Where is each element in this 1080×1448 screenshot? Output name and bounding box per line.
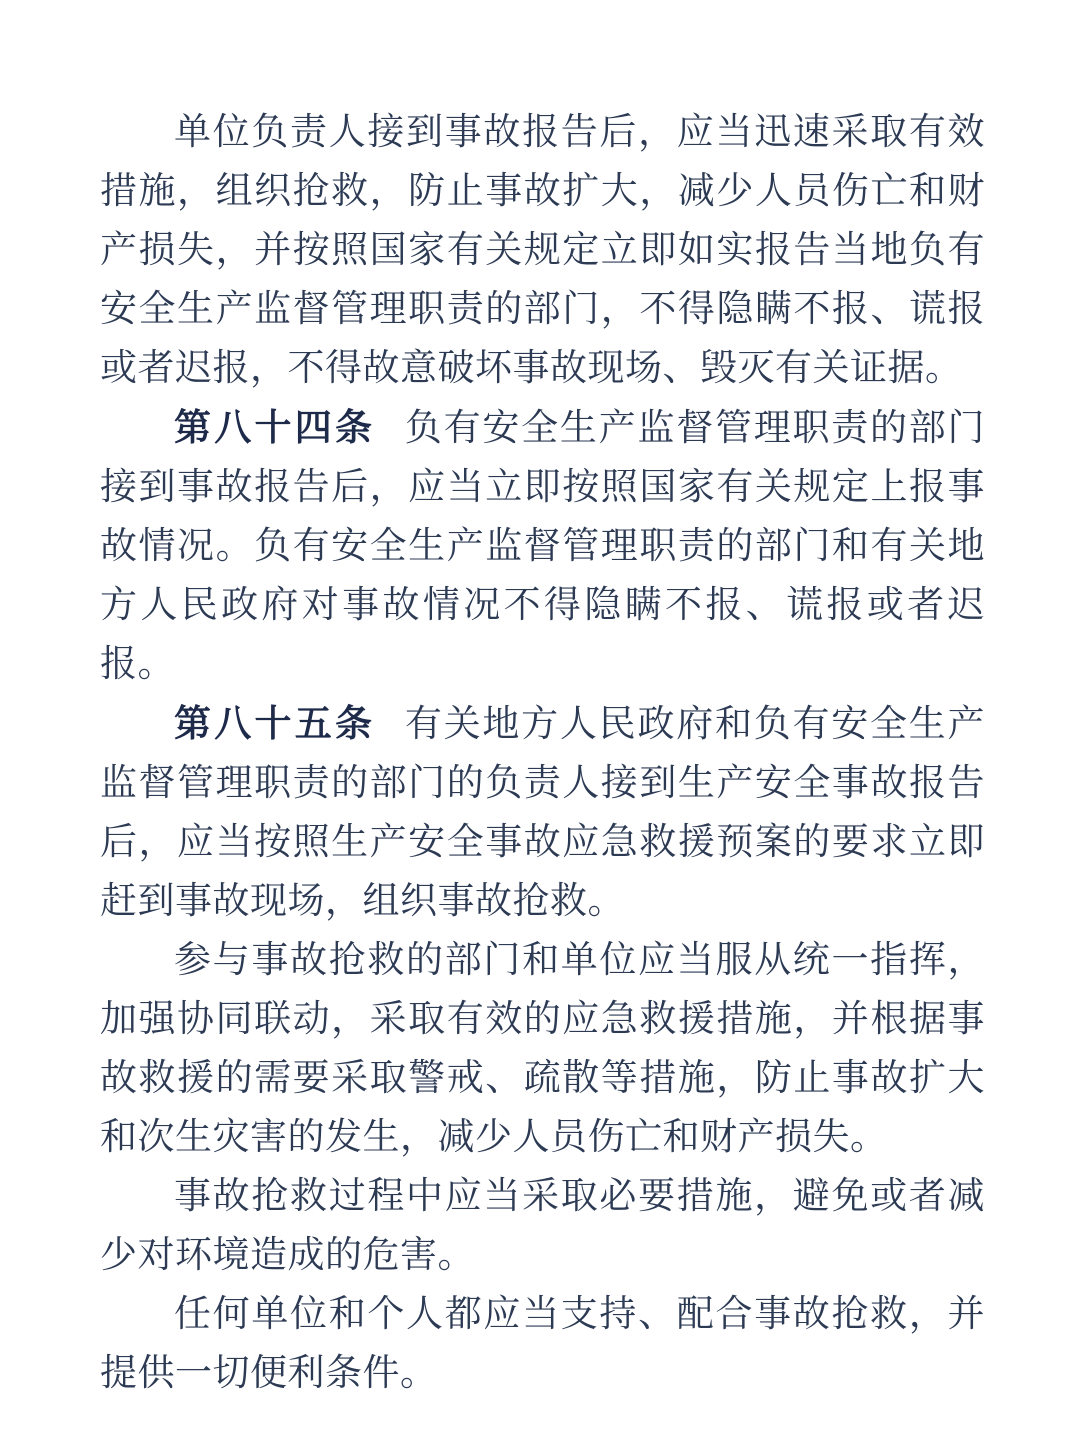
document-body [100, 103, 985, 1403]
paragraph-text: 负有安全生产监督管理职责的部门接到事故报告后，应当立即按照国家有关规定上报事故情况。负有安全生产监督管理职责的部门和有关地方人民政府对事故情况不得隐瞒不报、谎报或者迟报。 [100, 408, 986, 685]
paragraph [100, 931, 985, 1167]
paragraph [100, 398, 985, 694]
paragraph-text: 任何单位和个人都应当支持、配合事故抢救，并提供一切便利条件。 [100, 1294, 985, 1394]
paragraph-text: 单位负责人接到事故报告后，应当迅速采取有效措施，组织抢救，防止事故扩大，减少人员伤亡和财产损失，并按照国家有关规定立即如实报告当地负有安全生产监督管理职责的部门，不得隐瞒不报、谎报或者迟报，不得故意破坏事故现场、毁灭有关证据。 [100, 112, 985, 389]
article-number: 第八十四条 [174, 407, 376, 448]
paragraph-text: 有关地方人民政府和负有安全生产监督管理职责的部门的负责人接到生产安全事故报告后，应当按照生产安全事故应急救援预案的要求立即赶到事故现场，组织事故抢救。 [100, 704, 986, 922]
paragraph [100, 1167, 985, 1285]
paragraph [100, 103, 985, 398]
article-number: 第八十五条 [174, 703, 376, 744]
paragraph-text: 事故抢救过程中应当采取必要措施，避免或者减少对环境造成的危害。 [100, 1176, 985, 1276]
paragraph [100, 694, 985, 931]
paragraph-text: 参与事故抢救的部门和单位应当服从统一指挥，加强协同联动，采取有效的应急救援措施，并根据事故救援的需要采取警戒、疏散等措施，防止事故扩大和次生灾害的发生，减少人员伤亡和财产损失。 [100, 940, 985, 1158]
paragraph [100, 1285, 985, 1403]
